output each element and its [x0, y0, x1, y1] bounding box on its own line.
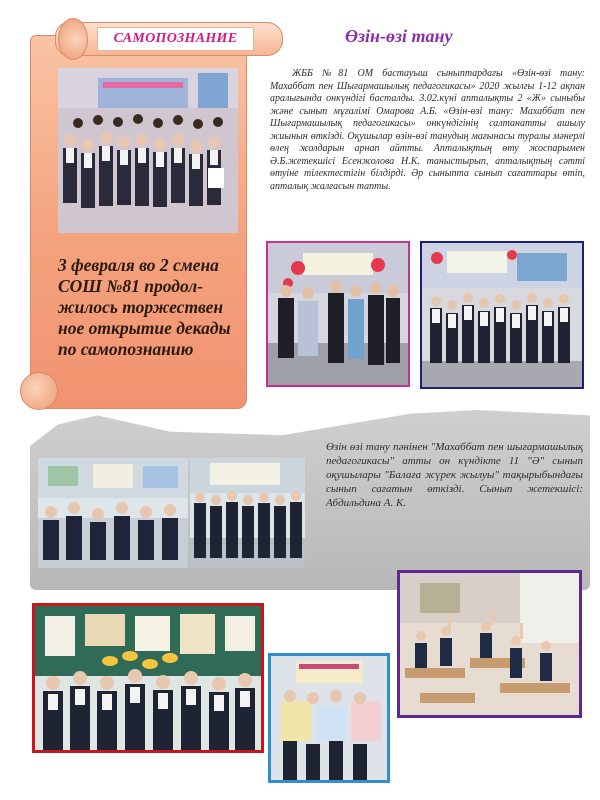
photo-classroom-hands [397, 570, 582, 718]
photo-pupils-posters [268, 653, 390, 783]
article-text-kz: ЖББ №81 ОМ бастауыш сыныптардағы «Өзін-өзі тану: Махаббат пен Шығармашылық педагогикасы» 2020 жылғы 1-12 ақпан аралығында онкүндігі басталды. 3.02.күні апталықты 2 «Ж» сыныбы және сынып мұғалімі Омарова А.Б. «Өзін-өзі тану: Махаббат пен Шығармашылық педагогикасы» онкүндігінің салтанатты ашылу жиынын өткізді. Оқушылар өзін-өзі танудың мағынасы туралы мәнерлі өлең жолдарын арнап айтты. Апталықтың өту жоспарымен Ә.Б.жетекшісі Есенжолова Н.К. таныстырып, апталықтың сәтті өтуіне тілектестігін білдірді. Әр сыныпта сынып сағаттары өтіп, апталық жалғасын тапты. [270, 68, 585, 192]
photo-classroom-seated [38, 458, 188, 568]
caption-ru: 3 февраля во 2 смена СОШ №81 продол-жилось торжествен ное открытие декады по самопознанию [58, 255, 231, 359]
scroll-curl-top [58, 18, 88, 60]
photo-classroom-standing [190, 458, 305, 568]
photo-pupils-at-board [32, 603, 264, 753]
caption-kz-class-hour: Өзін өзі тану пәнінен "Махаббат пен шығармашылық педагогикасы" атты он күндікте 11 "Ә" сынып оқушылары "Балаға жүрек жылуы" тақырыбындағы сынып сағатын өткізді. Сынып жетекшісі: Абдильдина А. К. [326, 441, 583, 509]
ribbon-label: САМОПОЗНАНИЕ [113, 31, 238, 46]
scroll-curl-bottom [20, 372, 58, 410]
photo-teachers [266, 241, 410, 387]
section-ribbon [97, 27, 254, 51]
photo-class-group [420, 241, 584, 389]
page-heading: Өзін-өзі тану [345, 26, 453, 46]
photo-pupils-assembly [58, 68, 238, 233]
